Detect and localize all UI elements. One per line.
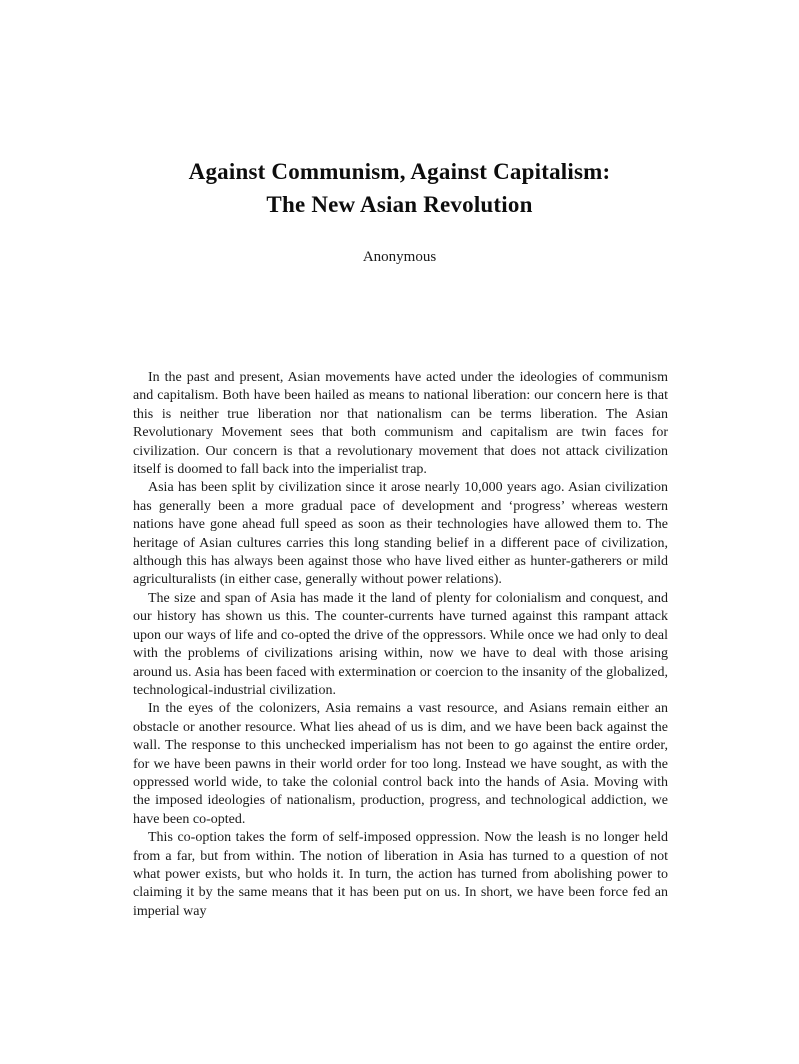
page-title — [0, 155, 799, 221]
paragraph: This co-option takes the form of self-imposed oppression. Now the leash is no longer held from a far, but from within. The notion of liberation in Asia has turned to a question of not what power exists, but who holds it. In turn, the action has turned from abolishing power to claiming it by the same means that it has been put on us. In short, we have been force fed an imperial way — [133, 830, 668, 919]
paragraph: Asia has been split by civilization since it arose nearly 10,000 years ago. Asian civilization has generally been a more gradual pace of development and ‘progress’ whereas western nations have gone ahead full speed as soon as their technologies have allowed them to. The heritage of Asian cultures carries this long standing belief in a different pace of civilization, although this has always been against those who have lived either as hunter-gatherers or mild agriculturalists (in either case, generally without power relations). — [133, 480, 668, 588]
title-line-1: Against Communism, Against Capitalism: — [188, 159, 611, 185]
author-byline: Anonymous — [362, 249, 437, 265]
title-line-2: The New Asian Revolution — [266, 192, 533, 218]
paragraph: The size and span of Asia has made it the land of plenty for colonialism and conquest, and our history has shown us this. The counter-currents have turned against this rampant attack upon our ways of life and co-opted the drive of the oppressors. While once we had only to deal with the problems of civilizations arising within, now we have to deal with those arising around us. Asia has been faced with extermination or coercion to the insanity of the globalized, technological-industrial civilization. — [133, 590, 668, 698]
article-body — [133, 369, 668, 921]
paragraph: In the eyes of the colonizers, Asia remains a vast resource, and Asians remain either an obstacle or another resource. What lies ahead of us is dim, and we have been back against the wall. The response to this unchecked imperialism has not been to go against the entire order, for we have been pawns in their world order for too long. Instead we have sought, as with the oppressed world wide, to take the colonial control back into the hands of Asia. Moving with the imposed ideologies of nationalism, production, progress, and technological addiction, we have been co-opted. — [133, 701, 668, 827]
paragraph: In the past and present, Asian movements have acted under the ideologies of communism and capitalism. Both have been hailed as means to national liberation: our concern here is that this is neither true liberation nor that nationalism can be terms liberation. The Asian Revolutionary Movement sees that both communism and capitalism are twin faces for civilization. Our concern is that a revolutionary movement that does not attack civilization itself is doomed to fall back into the imperialist trap. — [133, 370, 668, 478]
